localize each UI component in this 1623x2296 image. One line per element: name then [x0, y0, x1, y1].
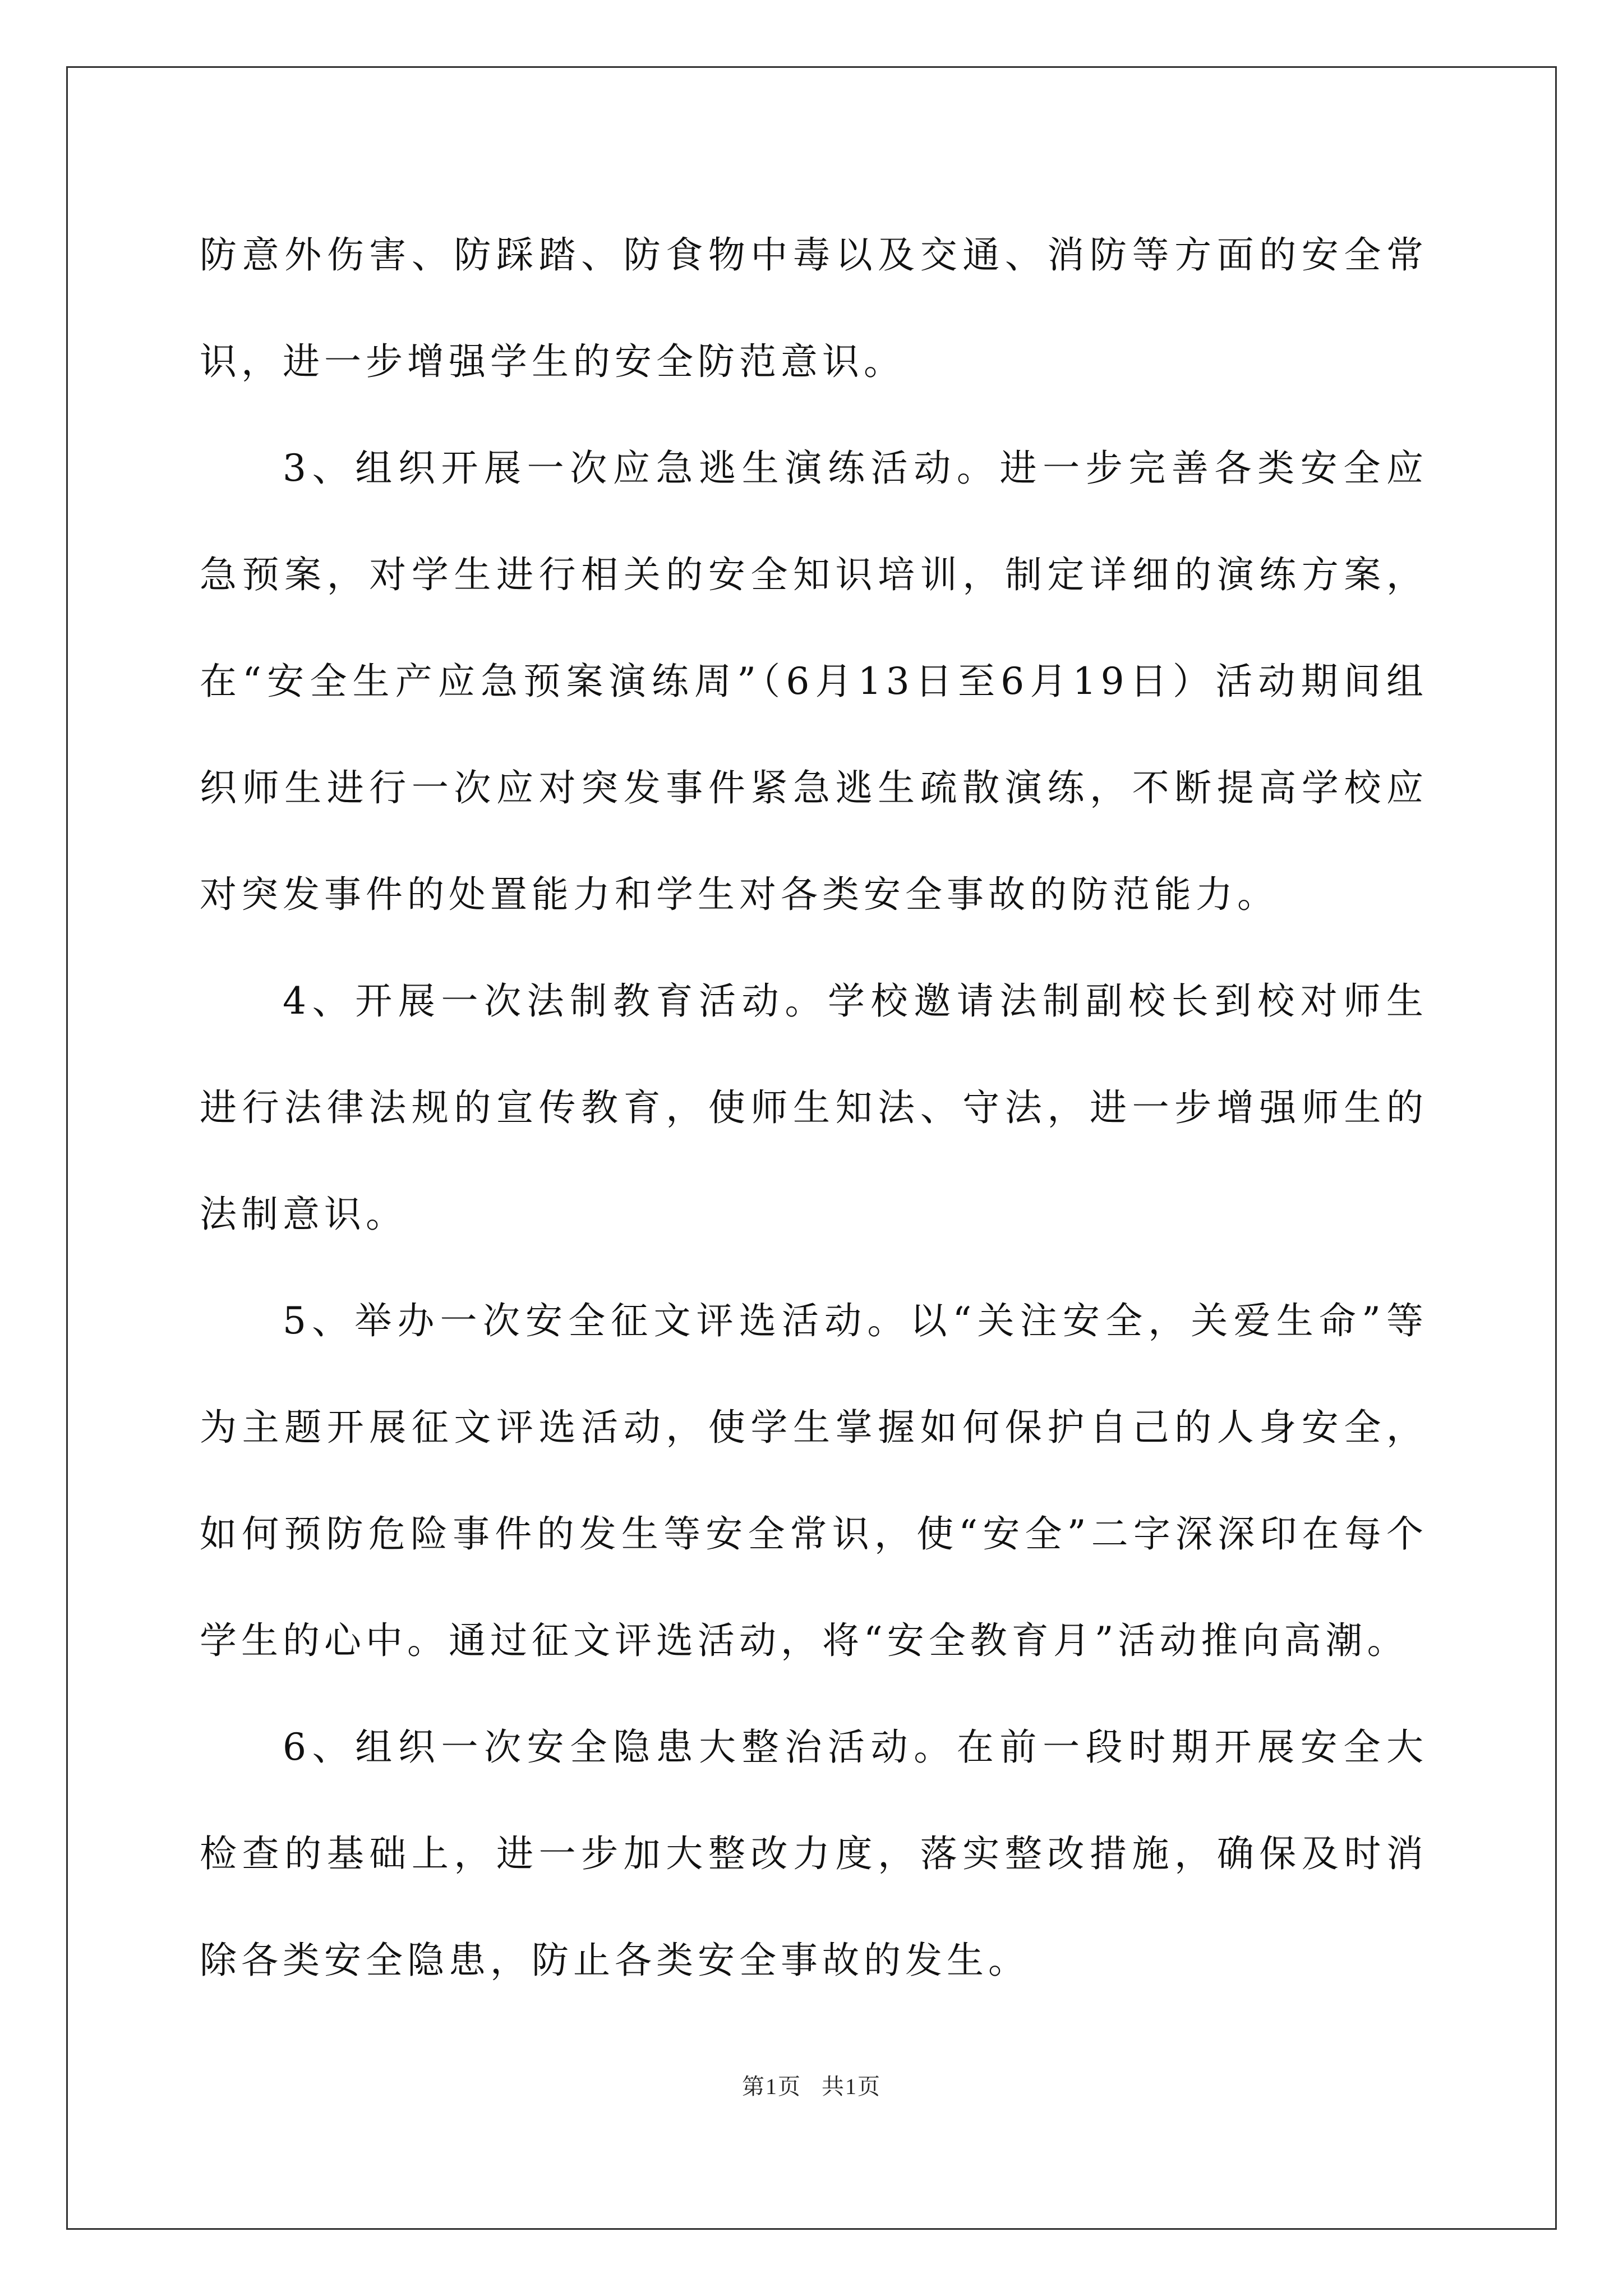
paragraph-3: 4、开展一次法制教育活动。学校邀请法制副校长到校对师生进行法律法规的宣传教育，使师生知法、守法，进一步增强师生的法制意识。 [200, 979, 1428, 1236]
page-number: 第1页 [742, 2074, 801, 2099]
paragraph-2: 3、组织开展一次应急逃生演练活动。进一步完善各类安全应急预案，对学生进行相关的安全知识培训，制定详细的演练方案，在“安全生产应急预案演练周”（6月13日至6月19日）活动期间组织师生进行一次应对突发事件紧急逃生疏散演练，不断提高学校应对突发事件的处置能力和学生对各类安全事故的防范能力。 [200, 447, 1428, 916]
paragraph-1: 防意外伤害、防踩踏、防食物中毒以及交通、消防等方面的安全常识，进一步增强学生的安全防范意识。 [200, 233, 1428, 383]
paragraph-4: 5、举办一次安全征文评选活动。以“关注安全，关爱生命”等为主题开展征文评选活动，使学生掌握如何保护自己的人身安全，如何预防危险事件的发生等安全常识，使“安全”二字深深印在每个学生的心中。通过征文评选活动，将“安全教育月”活动推向高潮。 [200, 1299, 1428, 1662]
paragraph-5: 6、组织一次安全隐患大整治活动。在前一段时期开展安全大检查的基础上，进一步加大整改力度，落实整改措施，确保及时消除各类安全隐患，防止各类安全事故的发生。 [200, 1726, 1428, 1982]
document-body [200, 202, 1428, 2014]
page-total: 共1页 [822, 2074, 881, 2099]
page-footer [0, 2069, 1623, 2101]
